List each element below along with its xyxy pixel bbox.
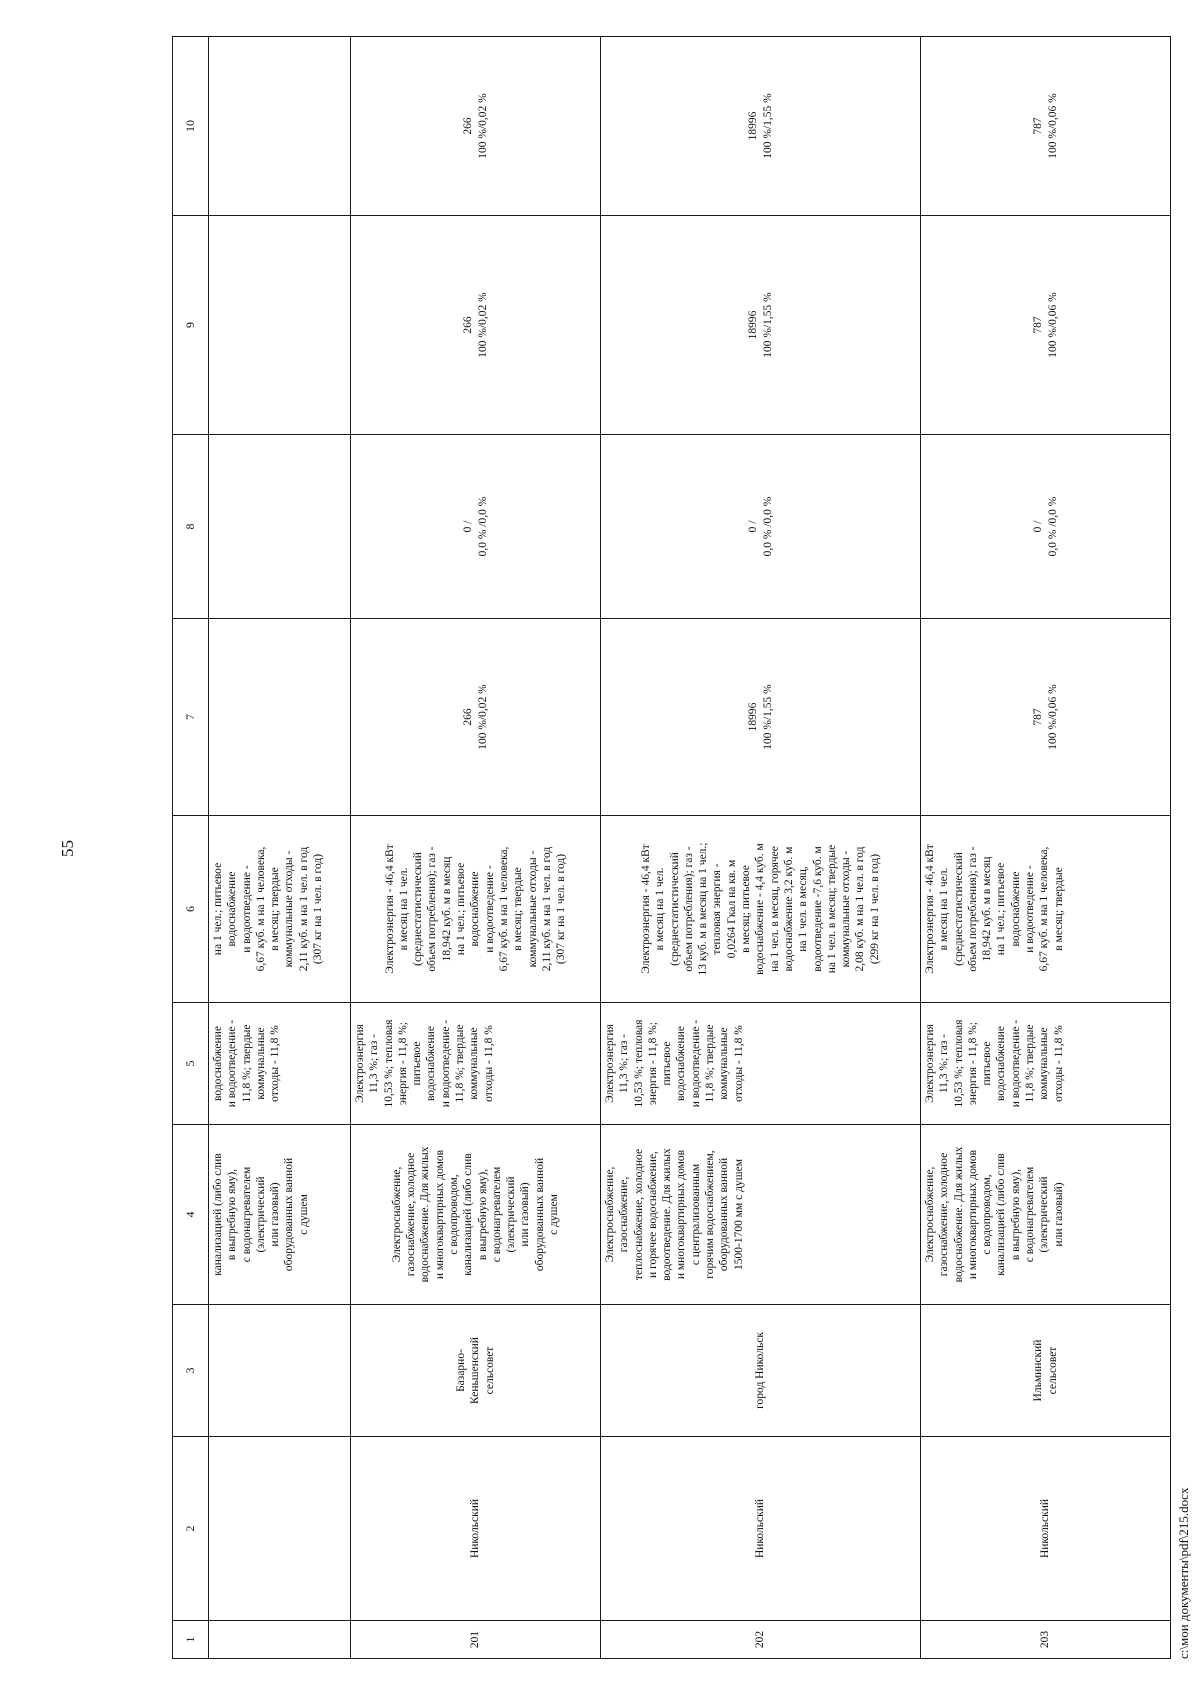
cell-municipality: Ильминский сельсовет: [921, 1305, 1171, 1437]
cell-increase-rates: Электроэнергия 11,3 %; газ - 10,53 %; тепловая энергия - 11,8 %; питьевое водоснабжение и водоотведение - 11,8 %; твердые коммунальные отходы - 11,8 %: [601, 1003, 921, 1125]
cell-col8: [209, 435, 351, 619]
cell-col8: 0 / 0,0 % /0,0 %: [601, 435, 921, 619]
cell-utilities: канализацией (либо слив в выгребную яму), с водонагревателем (электрический или газовый) оборудованных ванной с душем: [209, 1125, 351, 1305]
cell-col7: 266 100 %/0,02 %: [351, 619, 601, 816]
cell-col10: 266 100 %/0,02 %: [351, 37, 601, 216]
page-number: 55: [58, 840, 77, 857]
cell-row-number: 201: [351, 1621, 601, 1659]
cell-increase-rates: водоснабжение и водоотведение - 11,8 %; твердые коммунальные отходы - 11,8 %: [209, 1003, 351, 1125]
cell-utilities: Электроснабжение, газоснабжение, холодное водоснабжение. Для жилых и многоквартирных домов с водопроводом, канализацией (либо слив в выгребную яму), с водонагревателем (электрический или газовый): [921, 1125, 1171, 1305]
cell-col7: [209, 619, 351, 816]
cell-col10: [209, 37, 351, 216]
column-header: 8: [173, 435, 209, 619]
cell-row-number: 202: [601, 1621, 921, 1659]
column-header: 4: [173, 1125, 209, 1305]
tariff-table-container: [172, 37, 1170, 1659]
cell-consumption: на 1 чел.; питьевое водоснабжение и водоотведение - 6,67 куб. м на 1 человека, в месяц; твердые коммунальные отходы - 2,11 куб. м на 1 чел. в год (307 кг на 1 чел. в год): [209, 816, 351, 1003]
column-header: 6: [173, 816, 209, 1003]
table-row: [601, 37, 921, 1659]
cell-consumption: Электроэнергия - 46,4 кВт в месяц на 1 чел. (среднестатистический объем потребления); газ - 18,942 куб. м в месяц на 1 чел.; питьевое водоснабжение и водоотведение - 6,67 куб. м на 1 человека, в месяц; твердые коммунальные отходы - 2,11 куб. м на 1 чел. в год (307 кг на 1 чел. в год): [351, 816, 601, 1003]
cell-district: Никольский: [921, 1437, 1171, 1621]
cell-col9: 787 100 %/0,06 %: [921, 216, 1171, 435]
table-row: [921, 37, 1171, 1659]
cell-col8: 0 / 0,0 % /0,0 %: [921, 435, 1171, 619]
cell-col9: 18996 100 %/1,55 %: [601, 216, 921, 435]
header-row: [173, 37, 209, 1659]
cell-municipality: город Никольск: [601, 1305, 921, 1437]
cell-consumption: Электроэнергия - 46,4 кВт в месяц на 1 чел. (среднестатистический объем потребления); газ - 18,942 куб. м в месяц на 1 чел.; питьевое водоснабжение и водоотведение - 6,67 куб. м на 1 человека, в месяц; твердые: [921, 816, 1171, 1003]
cell-col10: 787 100 %/0,06 %: [921, 37, 1171, 216]
column-header: 9: [173, 216, 209, 435]
tariff-table: [172, 36, 1171, 1659]
cell-district: Никольский: [601, 1437, 921, 1621]
cell-col9: [209, 216, 351, 435]
cell-col9: 266 100 %/0,02 %: [351, 216, 601, 435]
cell-col10: 18996 100 %/1,55 %: [601, 37, 921, 216]
column-header: 10: [173, 37, 209, 216]
cell-row-number: 203: [921, 1621, 1171, 1659]
column-header: 3: [173, 1305, 209, 1437]
footer-file-path: c:\мои документы\pdf\215.docx: [1176, 1487, 1191, 1659]
cell-utilities: Электроснабжение, газоснабжение, теплоснабжение, холодное и горячее водоснабжение, водоотведение. Для жилых и многоквартирных домов с централизованным горячим водоснабжением, оборудованных ванной 1500-1700 мм с душем: [601, 1125, 921, 1305]
column-header: 2: [173, 1437, 209, 1621]
cell-consumption: Электроэнергия - 46,4 кВт в месяц на 1 чел. (среднестатистический объем потребления); газ - 13 куб. м в месяц на 1 чел.; тепловая энергия - 0,0264 Гкал на кв. м в месяц; питьевое водоснабжение - 4,4 куб. м на 1 чел. в месяц, горячее водоснабжение 3,2 куб. м на 1 чел. в месяц, водоотведение -7,6 куб. м на 1 чел. в месяц; твердые коммунальные отходы - 2,08 куб. м на 1 чел. в год (299 кг на 1 чел. в год): [601, 816, 921, 1003]
column-header: 7: [173, 619, 209, 816]
table-row-continuation: [209, 37, 351, 1659]
cell-utilities: Электроснабжение, газоснабжение, холодное водоснабжение. Для жилых и многоквартирных домов с водопроводом, канализацией (либо слив в выгребную яму), с водонагревателем (электрический или газовый) оборудованных ванной с душем: [351, 1125, 601, 1305]
cell-increase-rates: Электроэнергия 11,3 %; газ - 10,53 %; тепловая энергия - 11,8 %; питьевое водоснабжение и водоотведение - 11,8 %; твердые коммунальные отходы - 11,8 %: [921, 1003, 1171, 1125]
cell-increase-rates: Электроэнергия 11,3 %; газ - 10,53 %; тепловая энергия - 11,8 %; питьевое водоснабжение и водоотведение - 11,8 %; твердые коммунальные отходы - 11,8 %: [351, 1003, 601, 1125]
cell-col7: 18996 100 %/1,55 %: [601, 619, 921, 816]
column-header: 1: [173, 1621, 209, 1659]
cell-municipality: [209, 1305, 351, 1437]
cell-district: Никольский: [351, 1437, 601, 1621]
table-row: [351, 37, 601, 1659]
cell-municipality: Базарно- Кеньшенский сельсовет: [351, 1305, 601, 1437]
cell-row-number: [209, 1621, 351, 1659]
cell-col7: 787 100 %/0,06 %: [921, 619, 1171, 816]
cell-district: [209, 1437, 351, 1621]
column-header: 5: [173, 1003, 209, 1125]
cell-col8: 0 / 0,0 % /0,0 %: [351, 435, 601, 619]
